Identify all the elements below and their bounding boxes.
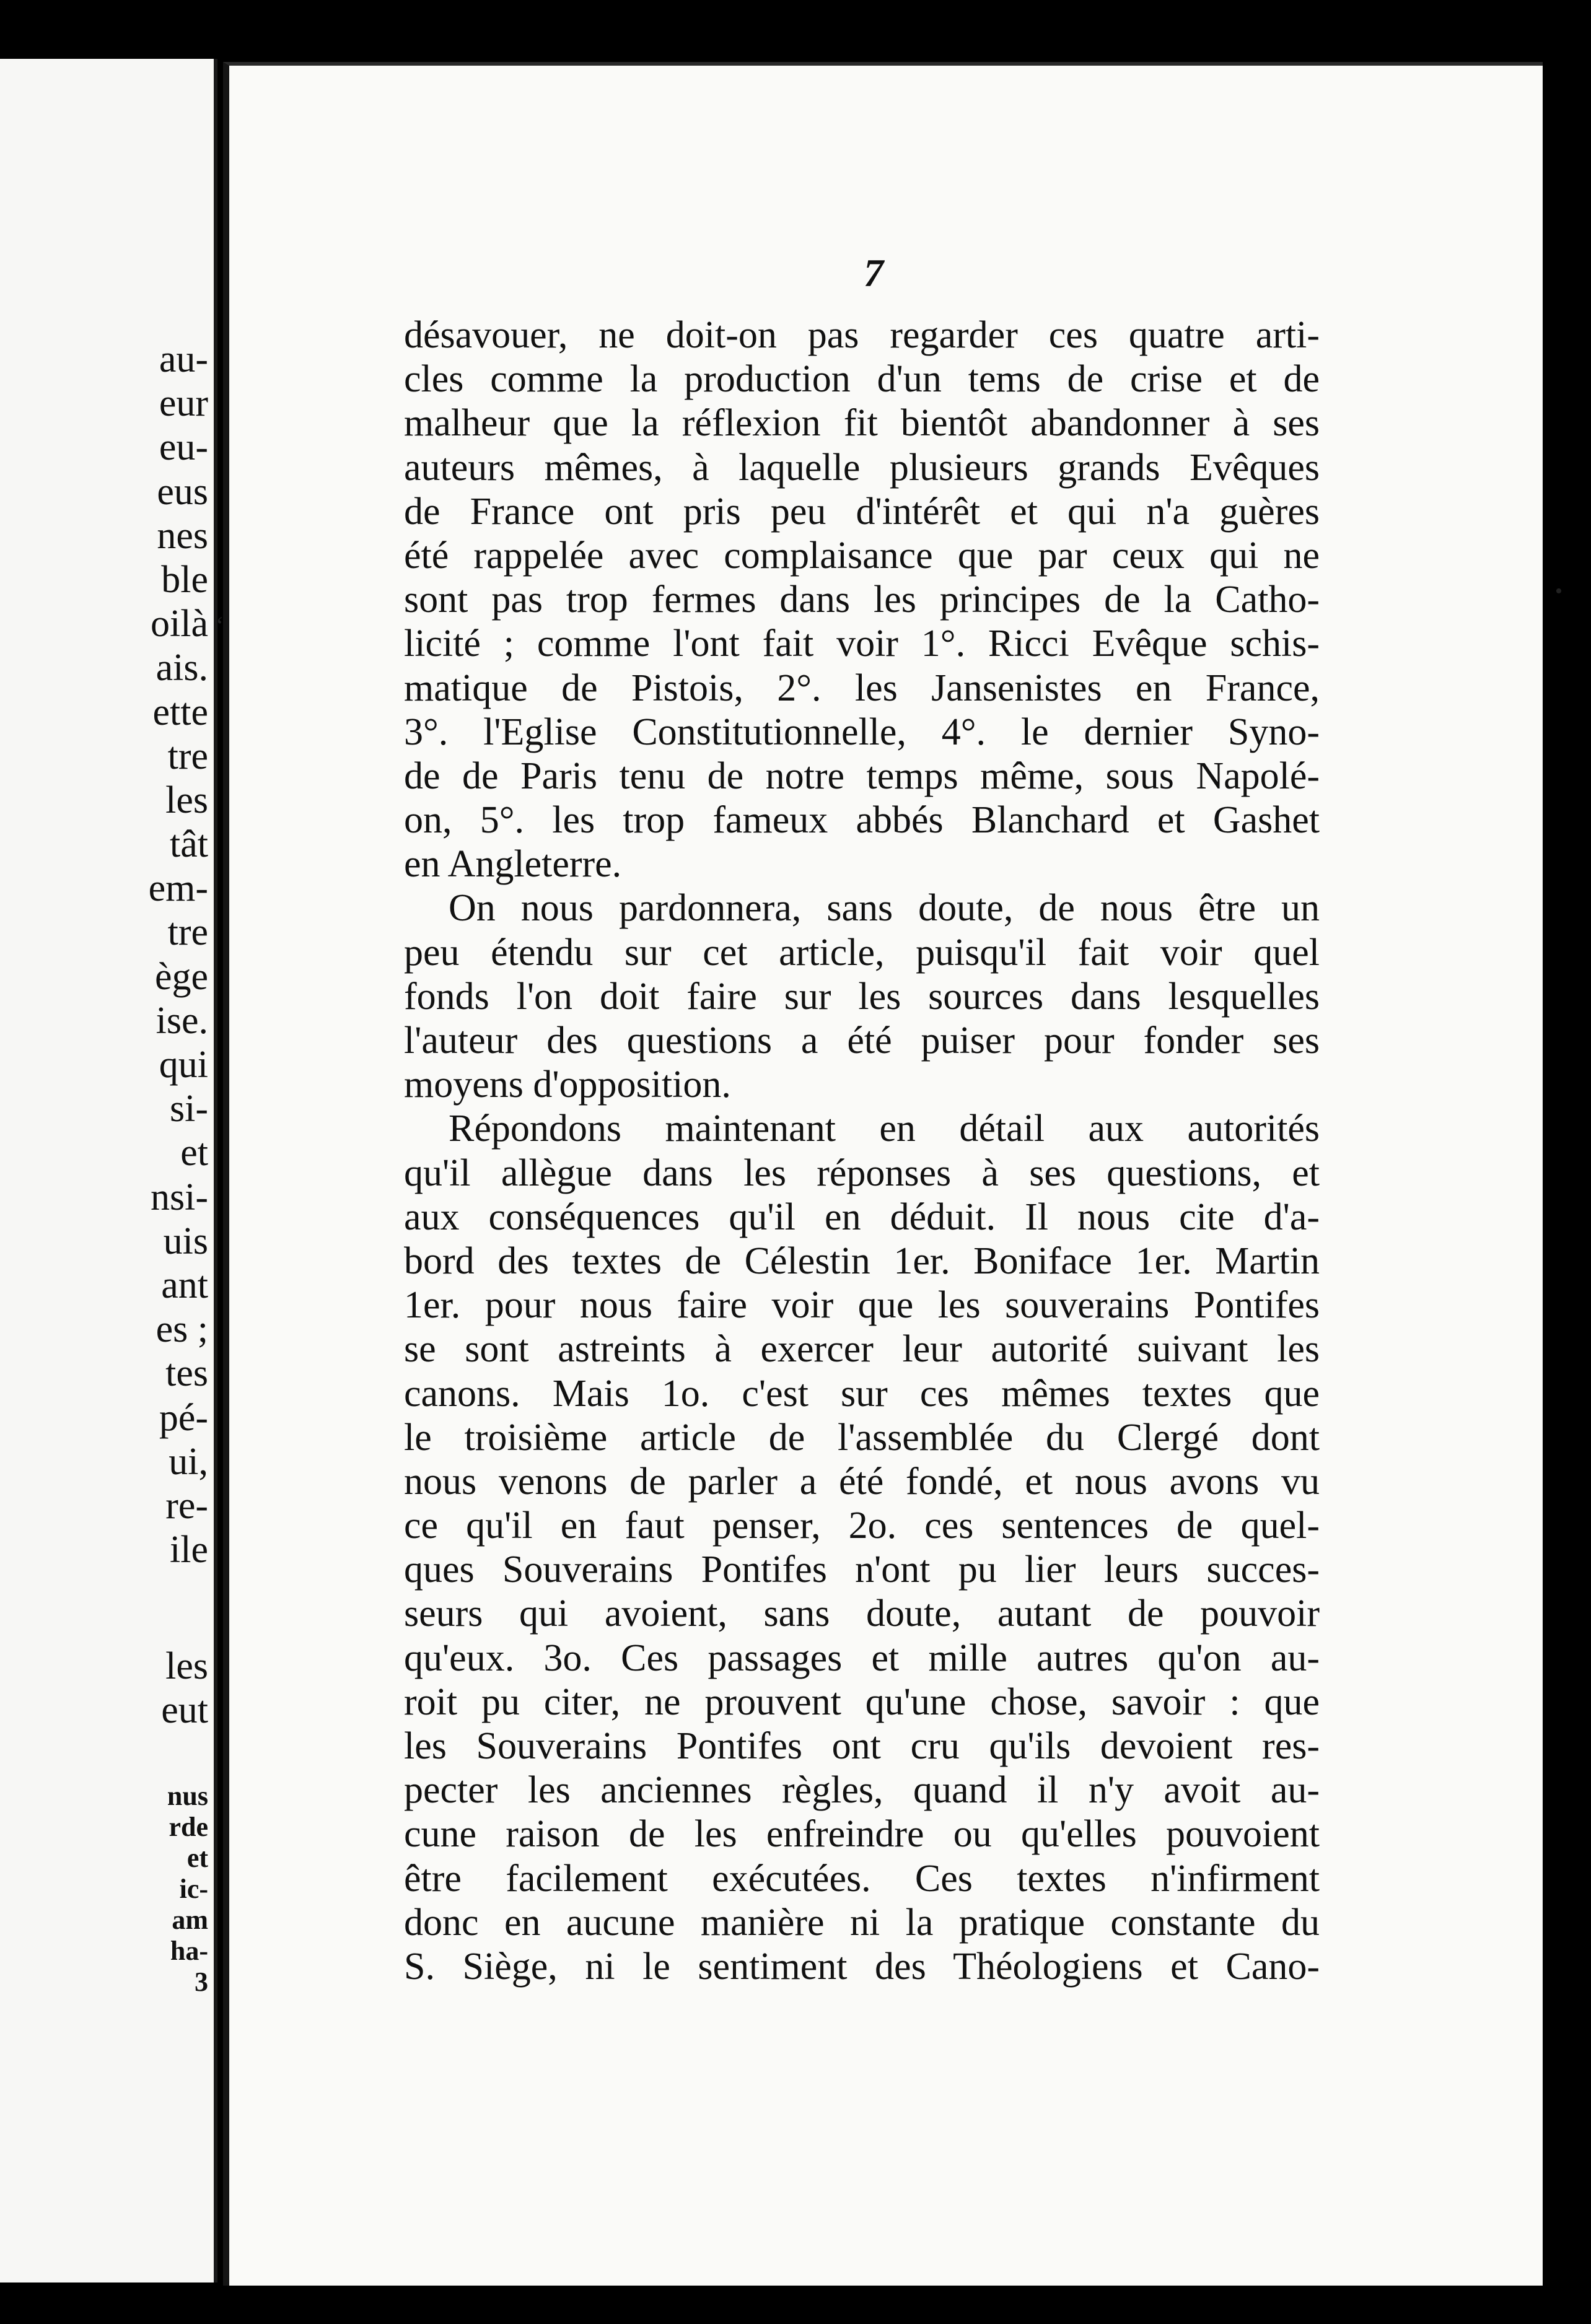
left-fragment: les xyxy=(165,779,208,821)
text-line: licité ; comme l'ont fait voir 1°. Ricci Evêque schis- xyxy=(404,622,1320,665)
text-line: Répondons maintenant en détail aux autorités xyxy=(449,1107,1320,1150)
text-line: S. Siège, ni le sentiment des Théologiens et Cano- xyxy=(404,1945,1320,1988)
left-fragment: ble xyxy=(161,558,208,601)
text-line: les Souverains Pontifes ont cru qu'ils devoient res- xyxy=(404,1725,1320,1767)
left-fragment: tes xyxy=(165,1352,208,1395)
text-line: seurs qui avoient, sans doute, autant de pouvoir xyxy=(404,1592,1320,1635)
left-fragment: ant xyxy=(161,1264,208,1306)
left-fragment: ui, xyxy=(169,1440,208,1483)
text-line: On nous pardonnera, sans doute, de nous être un xyxy=(449,887,1320,930)
left-fragment: les xyxy=(165,1645,208,1687)
left-fragment: uis xyxy=(163,1220,208,1262)
margin-speck-mark: • xyxy=(1555,580,1563,603)
left-fragment: tât xyxy=(170,823,208,866)
left-footnote-fragment: am xyxy=(172,1905,208,1935)
text-line: qu'eux. 3o. Ces passages et mille autres qu'on au- xyxy=(404,1636,1320,1679)
left-fragment: nsi- xyxy=(151,1176,208,1218)
text-line: été rappelée avec complaisance que par ceux qui ne xyxy=(404,534,1320,577)
page-body xyxy=(404,313,1320,1989)
left-footnote-fragment: nus xyxy=(167,1781,208,1811)
text-line: en Angleterre. xyxy=(404,843,622,886)
text-line: nous venons de parler a été fondé, et nous avons vu xyxy=(404,1460,1320,1503)
left-fragment: tre xyxy=(167,735,208,777)
left-fragment: au- xyxy=(159,338,208,380)
text-line: le troisième article de l'assemblée du Clergé dont xyxy=(404,1416,1320,1459)
left-fragment: oilà xyxy=(151,603,208,645)
text-line: 3°. l'Eglise Constitutionnelle, 4°. le dernier Syno- xyxy=(404,710,1320,753)
left-page-text-column-lower xyxy=(0,1645,209,1732)
text-line: roit pu citer, ne prouvent qu'une chose, savoir : que xyxy=(404,1680,1320,1723)
left-fragment: ège xyxy=(154,955,208,998)
text-line: moyens d'opposition. xyxy=(404,1064,731,1106)
page-number: 7 xyxy=(864,251,883,295)
left-page-footnote-column xyxy=(0,1781,209,1998)
text-line: matique de Pistois, 2°. les Jansenistes en France, xyxy=(404,666,1320,709)
left-footnote-fragment: ic- xyxy=(179,1874,208,1904)
left-fragment: eur xyxy=(159,382,208,425)
text-line: ce qu'il en faut penser, 2o. ces sentences de quel- xyxy=(404,1505,1320,1547)
left-fragment: re- xyxy=(165,1484,208,1527)
text-line: être facilement exécutées. Ces textes n'infirment xyxy=(404,1857,1320,1900)
left-footnote-fragment: ha- xyxy=(170,1936,208,1966)
left-footnote-fragment: rde xyxy=(169,1812,208,1842)
book-page xyxy=(216,62,1563,2286)
text-line: fonds l'on doit faire sur les sources dans lesquelles xyxy=(404,975,1320,1018)
text-line: cles comme la production d'un tems de crise et de xyxy=(404,358,1320,401)
text-line: peu étendu sur cet article, puisqu'il fait voir quel xyxy=(404,931,1320,974)
left-footnote-fragment: 3 xyxy=(195,1967,208,1997)
left-fragment: em- xyxy=(148,867,208,910)
text-line: aux conséquences qu'il en déduit. Il nous cite d'a- xyxy=(404,1195,1320,1238)
text-line: se sont astreints à exercer leur autorité suivant les xyxy=(404,1328,1320,1371)
left-fragment: eu- xyxy=(159,426,208,469)
left-fragment: et xyxy=(180,1132,208,1174)
left-fragment: eut xyxy=(161,1689,208,1732)
text-line: ques Souverains Pontifes n'ont pu lier leurs succes- xyxy=(404,1549,1320,1591)
text-line: on, 5°. les trop fameux abbés Blanchard et Gashet xyxy=(404,799,1320,842)
left-fragment: qui xyxy=(159,1044,208,1086)
text-line: pecter les anciennes règles, quand il n'y avoit au- xyxy=(404,1769,1320,1812)
left-footnote-fragment: et xyxy=(186,1843,208,1873)
left-fragment: tre xyxy=(167,911,208,954)
left-fragment: eus xyxy=(157,470,208,513)
left-fragment: es ; xyxy=(156,1308,208,1351)
text-line: désavouer, ne doit-on pas regarder ces quatre arti- xyxy=(404,314,1320,356)
text-line: auteurs mêmes, à laquelle plusieurs grands Evêques xyxy=(404,446,1320,489)
text-line: canons. Mais 1o. c'est sur ces mêmes textes que xyxy=(404,1372,1320,1415)
left-page-fragment xyxy=(0,59,217,2282)
text-line: malheur que la réflexion fit bientôt abandonner à ses xyxy=(404,402,1320,445)
text-line: de de Paris tenu de notre temps même, sous Napolé- xyxy=(404,754,1320,797)
text-line: 1er. pour nous faire voir que les souverains Pontifes xyxy=(404,1284,1320,1327)
left-fragment: nes xyxy=(157,514,208,557)
left-fragment: ais. xyxy=(156,647,208,689)
left-page-text-column xyxy=(0,338,209,1572)
text-line: de France ont pris peu d'intérêt et qui n'a guères xyxy=(404,490,1320,533)
text-line: cune raison de les enfreindre ou qu'elles pouvoient xyxy=(404,1813,1320,1856)
margin-speck-mark: ‘ xyxy=(216,611,224,639)
left-fragment: ise. xyxy=(156,999,208,1042)
left-fragment: ile xyxy=(170,1529,208,1571)
left-fragment: si- xyxy=(170,1088,208,1130)
text-line: bord des textes de Célestin 1er. Boniface 1er. Martin xyxy=(404,1239,1320,1282)
text-line: qu'il allègue dans les réponses à ses questions, et xyxy=(404,1151,1320,1194)
text-line: donc en aucune manière ni la pratique constante du xyxy=(404,1901,1320,1944)
left-fragment: ette xyxy=(152,691,208,733)
text-line: sont pas trop fermes dans les principes de la Catho- xyxy=(404,579,1320,621)
text-line: l'auteur des questions a été puiser pour fonder ses xyxy=(404,1020,1320,1062)
left-fragment: pé- xyxy=(159,1396,208,1439)
